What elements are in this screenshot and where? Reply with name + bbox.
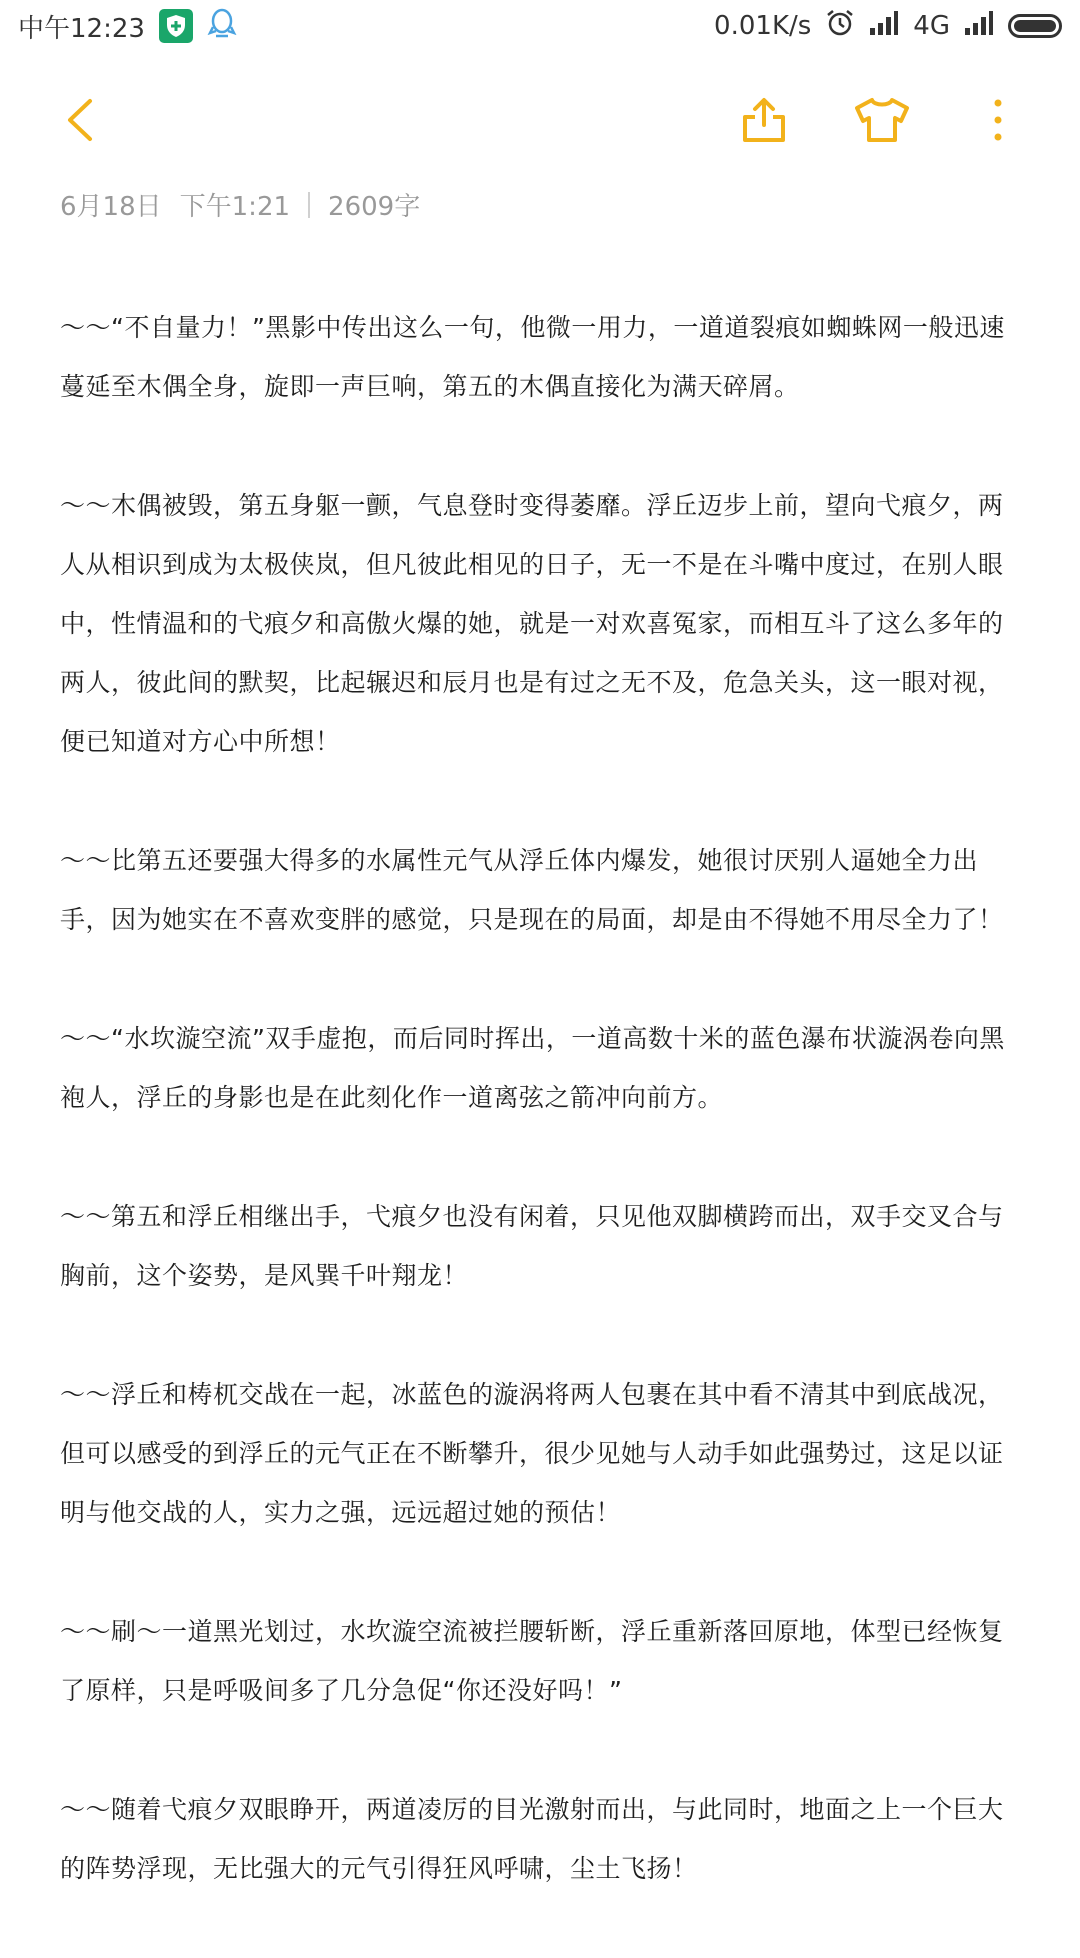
note-time: 下午1:21 — [179, 192, 291, 222]
note-toolbar — [0, 80, 1080, 160]
status-bar — [0, 0, 1080, 52]
more-vertical-icon — [988, 95, 1008, 145]
back-button[interactable] — [44, 80, 116, 160]
note-paragraph: ～～比第五还要强大得多的水属性元气从浮丘体内爆发，她很讨厌别人逼她全力出手，因为她实在不喜欢变胖的感觉，只是现在的局面，却是由不得她不用尽全力了！ — [60, 846, 1004, 934]
theme-button[interactable] — [846, 80, 918, 160]
share-icon — [739, 95, 789, 145]
note-body[interactable] — [60, 298, 1020, 1958]
note-paragraph: ～～刷～一道黑光划过，水坎漩空流被拦腰斩断，浮丘重新落回原地，体型已经恢复了原样，只是呼吸间多了几分急促“你还没好吗！” — [60, 1617, 1004, 1705]
network-type: 4G — [913, 11, 950, 41]
status-left — [18, 7, 237, 46]
status-time: 中午12:23 — [18, 13, 145, 44]
note-word-count: 2609字 — [328, 192, 421, 222]
signal-icon — [869, 10, 899, 43]
note-date: 6月18日 — [60, 192, 162, 222]
qq-icon — [207, 7, 237, 46]
more-button[interactable] — [962, 80, 1034, 160]
battery-icon — [1008, 14, 1062, 38]
meta-divider — [308, 192, 310, 218]
note-paragraph: ～～“水坎漩空流”双手虚抱，而后同时挥出，一道高数十米的蓝色瀑布状漩涡卷向黑袍人，浮丘的身影也是在此刻化作一道离弦之箭冲向前方。 — [60, 1024, 1005, 1112]
status-right — [714, 8, 1062, 45]
security-shield-icon — [159, 9, 193, 43]
note-paragraph: ～～“不自量力！”黑影中传出这么一句，他微一用力，一道道裂痕如蜘蛛网一般迅速蔓延至木偶全身，旋即一声巨响，第五的木偶直接化为满天碎屑。 — [60, 313, 1005, 401]
share-button[interactable] — [728, 80, 800, 160]
theme-shirt-icon — [852, 95, 912, 145]
note-paragraph: ～～第五和浮丘相继出手，弋痕夕也没有闲着，只见他双脚横跨而出，双手交叉合与胸前，这个姿势，是风巽千叶翔龙！ — [60, 1202, 1004, 1290]
note-meta — [60, 186, 420, 223]
note-paragraph: ～～随着弋痕夕双眼睁开，两道凌厉的目光激射而出，与此同时，地面之上一个巨大的阵势浮现，无比强大的元气引得狂风呼啸，尘土飞扬！ — [60, 1795, 1004, 1883]
network-speed: 0.01K/s — [714, 11, 812, 41]
signal-2-icon — [964, 10, 994, 43]
battery-fill — [1014, 20, 1056, 32]
note-paragraph: ～～浮丘和梼杌交战在一起，冰蓝色的漩涡将两人包裹在其中看不清其中到底战况，但可以感受的到浮丘的元气正在不断攀升，很少见她与人动手如此强势过，这足以证明与他交战的人，实力之强，远远超过她的预估！ — [60, 1380, 1004, 1527]
alarm-icon — [825, 8, 855, 45]
note-paragraph: ～～木偶被毁，第五身躯一颤，气息登时变得萎靡。浮丘迈步上前，望向弋痕夕，两人从相识到成为太极侠岚，但凡彼此相见的日子，无一不是在斗嘴中度过，在别人眼中，性情温和的弋痕夕和高傲火爆的她，就是一对欢喜冤家，而相互斗了这么多年的两人，彼此间的默契，比起辗迟和辰月也是有过之无不及，危急关头，这一眼对视，便已知道对方心中所想！ — [60, 491, 1004, 756]
back-arrow-icon — [60, 95, 100, 145]
